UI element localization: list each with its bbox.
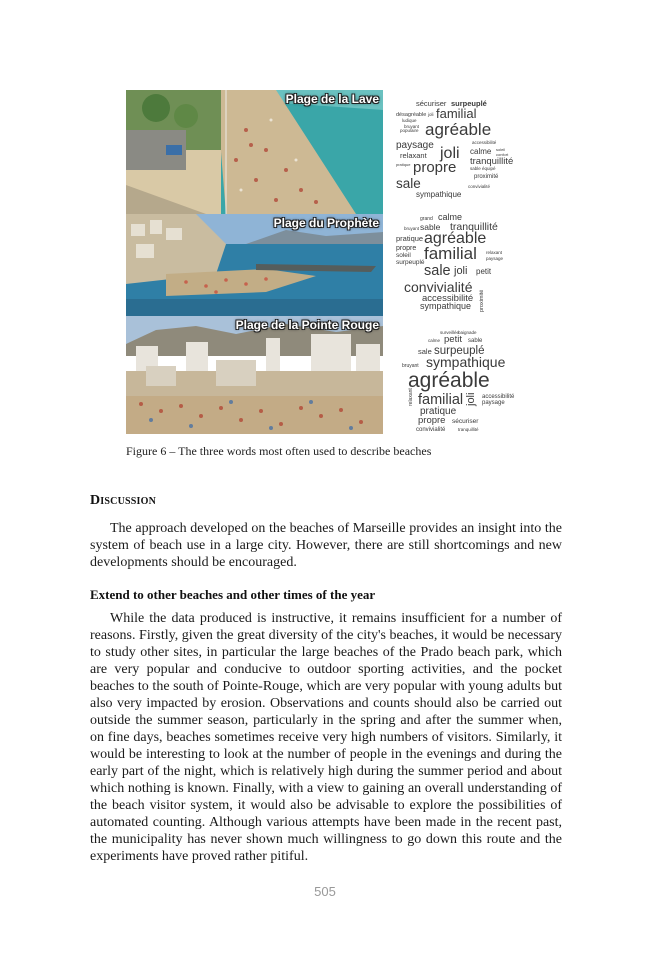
cloud-word: familial (424, 244, 477, 263)
cloud-word: soleil (396, 252, 411, 259)
cloud-word: baignade (458, 330, 477, 335)
cloud-word: sable (468, 338, 483, 344)
cloud-word: joli (454, 265, 468, 277)
page-number: 505 (314, 884, 336, 899)
cloud-word: sale (396, 176, 421, 191)
cloud-word: pratique (396, 234, 424, 243)
subsection-heading: Extend to other beaches and other times of the year (90, 587, 376, 602)
cloud-word: sécuriser (416, 99, 447, 108)
beach-photo-prophete (126, 214, 383, 316)
figure-caption: Figure 6 – The three words most often used to describe beaches (126, 444, 432, 458)
cloud-word: sable (420, 222, 441, 232)
cloud-word: relaxant (400, 151, 427, 160)
word-cloud-lave (394, 96, 524, 200)
cloud-word: tranquillité (458, 427, 479, 432)
cloud-word: sympathique (420, 301, 472, 311)
cloud-word: calme (428, 338, 441, 343)
cloud-word: familial (418, 392, 464, 408)
cloud-word: joli (465, 392, 477, 406)
cloud-word: sympathique (426, 354, 506, 370)
cloud-word: soleil (496, 147, 506, 152)
cloud-word: accessibilité (482, 394, 515, 400)
cloud-word: accessibilité (472, 140, 497, 145)
cloud-word: petit (476, 267, 492, 276)
beach-photo-lave (126, 90, 383, 214)
word-cloud-prophete (394, 208, 524, 316)
photo-label: Plage du Prophète (273, 216, 379, 230)
cloud-word: paysage (486, 256, 504, 261)
cloud-word: petit (444, 334, 462, 345)
cloud-word: convivialité (404, 279, 473, 295)
word-cloud-pointe-rouge (394, 328, 524, 432)
cloud-word: sable équipé (470, 166, 496, 171)
cloud-word: propre (396, 245, 417, 252)
cloud-word: convivialité (416, 427, 446, 433)
cloud-word: surveillée (440, 330, 460, 335)
cloud-word: ludique (402, 118, 417, 123)
cloud-word: sécuriser (452, 418, 479, 425)
cloud-word: calme (470, 147, 492, 156)
cloud-word: relaxant (408, 388, 414, 406)
cloud-word: agréable (408, 369, 490, 392)
cloud-word: tranquillité (450, 221, 498, 233)
cloud-word: bruyant (404, 124, 420, 129)
cloud-word: propre (413, 159, 457, 176)
cloud-word: populaire (400, 128, 419, 133)
cloud-word: relaxant (486, 250, 503, 255)
cloud-word: proximité (479, 289, 485, 312)
cloud-word: proximité (474, 174, 499, 180)
cloud-word: sale (418, 347, 432, 356)
cloud-word: pratique (396, 162, 411, 167)
cloud-word: agréable (425, 120, 492, 139)
cloud-word: familial (436, 106, 477, 121)
cloud-word: convivialité (468, 184, 491, 189)
cloud-word: sale (424, 263, 451, 279)
photo-label: Plage de la Lave (285, 92, 379, 106)
cloud-word: accessibilité (422, 293, 474, 304)
cloud-word: bruyant (404, 226, 420, 231)
cloud-word: grand (420, 216, 433, 222)
cloud-word: pratique (420, 406, 457, 417)
section-heading: Discussion (90, 493, 157, 508)
cloud-word: joli (440, 145, 460, 162)
cloud-word: propre (418, 415, 446, 426)
cloud-word: agréable (424, 230, 487, 247)
cloud-word: surpeuplé (451, 99, 487, 108)
cloud-word: sympathique (416, 190, 462, 199)
cloud-word: confort (496, 152, 509, 157)
cloud-word: calme (438, 212, 463, 222)
photo-label: Plage de la Pointe Rouge (235, 318, 379, 332)
intro-paragraph: The approach developed on the beaches of Marseille provides an insight into the system of beach use in a large city. However, there are still shortcomings and new developments should be encouraged. (90, 521, 562, 570)
cloud-word: tranquillité (470, 156, 514, 167)
cloud-word: bruyant (402, 363, 419, 369)
cloud-word: surpeuplé (396, 259, 425, 266)
cloud-word: joli (428, 112, 434, 117)
cloud-word: paysage (482, 400, 505, 406)
figure-6 (126, 90, 566, 438)
cloud-word: désagréable (396, 112, 427, 118)
cloud-word: surpeuplé (434, 345, 485, 357)
cloud-word: paysage (396, 140, 434, 151)
beach-photo-pointe-rouge (126, 316, 383, 434)
body-paragraph: While the data produced is instructive, it remains insufficient for a number of reasons. Firstly, given the great diversity of the city's beaches, it would be necessary to study other sites, in particular the large beaches of the Prado beach park, which are very popular and conducive to outdoor sporting activities, and the pocket beaches to the south of Pointe-Rouge, which are very popular with young adults but also very impacted by erosion. Observations and counts should also be carried out outside the summer season, particularly in the spring and after the summer when, on fine days, beaches sometimes receive very high numbers of visitors. Similarly, it would be interesting to look at the number of people in the evenings and during the early part of the night, which is relatively high during the summer period and about which nothing is known. Finally, with a view to gaining an overall understanding of the beach visitor system, it would also be advisable to explore the possibilities of automated counting. Although various attempts have been made in the recent past, the municipality has never shown much willingness to go down this route and the experiments have proved rather pitiful. (90, 611, 562, 864)
